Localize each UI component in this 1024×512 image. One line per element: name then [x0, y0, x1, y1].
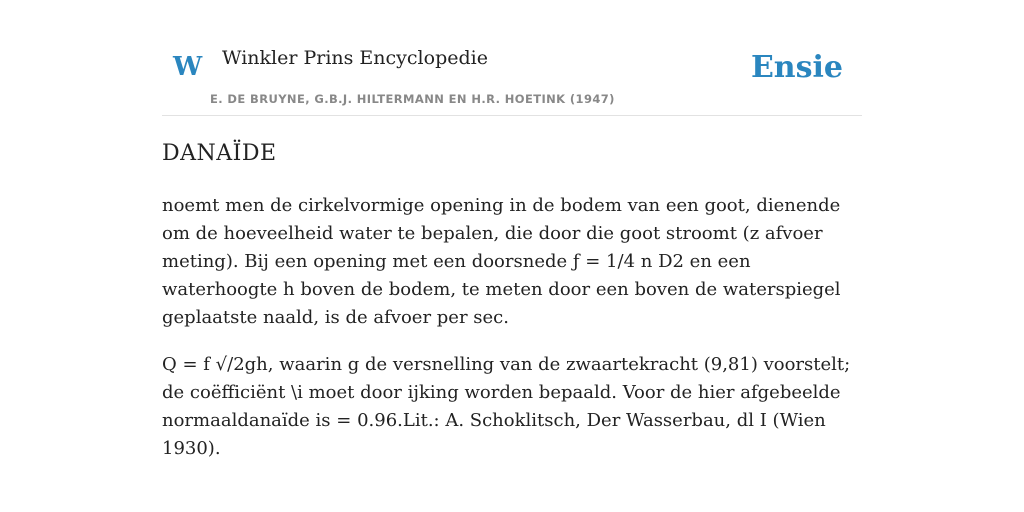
entry-paragraph: Q = f √/2gh, waarin g de versnelling van de zwaartekracht (9,81) voorstelt; de coëfficiënt \i moet door ijking worden bepaald. Voor de hier afgebeelde normaaldanaïde is = 0.96.Lit.: A. Schoklitsch, Der Wasserbau, dl I (Wien 1930).: [162, 354, 851, 459]
entry-paragraph: noemt men de cirkelvormige opening in de bodem van een goot, dienende om de hoeveelheid water te bepalen, die door die goot stroomt (z afvoer meting). Bij een opening met een doorsnede ƒ = 1/4 n D2 en een waterhoogte h boven de bodem, te meten door een boven de waterspiegel geplaatste naald, is de afvoer per sec.: [162, 195, 841, 328]
site-header: [162, 40, 862, 116]
site-title[interactable]: Winkler Prins Encyclopedie: [222, 47, 488, 69]
site-logo[interactable]: W: [173, 52, 203, 82]
authors-line: E. DE BRUYNE, G.B.J. HILTERMANN EN H.R. HOETINK (1947): [210, 92, 615, 106]
entry-title: DANAÏDE: [162, 141, 277, 166]
entry-body: [162, 192, 862, 482]
brand-logo[interactable]: Ensie: [750, 50, 843, 85]
